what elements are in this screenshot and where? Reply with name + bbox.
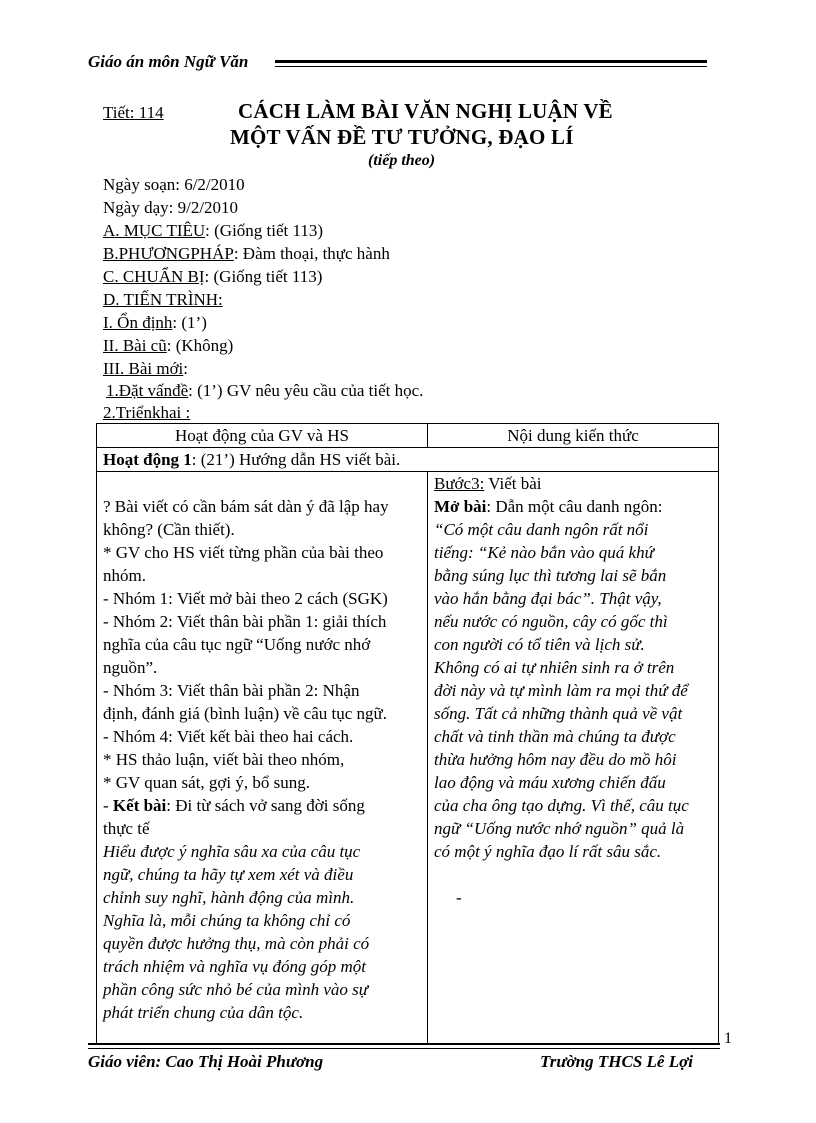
quote-line: đời này và tự mình làm ra mọi thứ để (434, 681, 688, 700)
left-line: định, đánh giá (bình luận) về câu tục ngữ. (103, 704, 387, 723)
deploy-label: 2.Triểnkhai : (103, 403, 191, 422)
quote-line: ngữ “Uống nước nhớ nguồn” quả là (434, 819, 685, 838)
teach-date: Ngày dạy: 9/2/2010 (103, 198, 239, 217)
quote-line: nếu nước có nguồn, cây có gốc thì (434, 612, 668, 631)
left-line: - Nhóm 3: Viết thân bài phần 2: Nhận (103, 681, 360, 700)
quote-line: tiếng: “Kẻ nào bắn vào quá khứ (434, 543, 654, 562)
intro-line (434, 495, 712, 518)
left-line: ? Bài viết có cần bám sát dàn ý đã lập hay (103, 497, 389, 516)
lesson-title-line2: MỘT VẤN ĐỀ TƯ TƯỞNG, ĐẠO LÍ (230, 125, 574, 149)
conclusion-italic-line: chỉnh suy nghĩ, hành động của mình. (103, 888, 355, 907)
page-number: 1 (724, 1030, 732, 1047)
step2-value: : (Không) (166, 336, 234, 355)
intro-label: Mở bài (434, 497, 487, 516)
step2-label: II. Bài cũ (103, 336, 167, 355)
conclusion-line: - Kết bài: Đi từ sách vở sang đời sống (103, 796, 365, 815)
left-line: - Nhóm 2: Viết thân bài phần 1: giải thích (103, 612, 387, 631)
prep-label: C. CHUẨN BỊ (103, 267, 205, 286)
intro-label: 1.Đặt vấnđề (106, 381, 189, 400)
process-label: D. TIẾN TRÌNH: (103, 290, 223, 309)
activity-table (96, 423, 719, 1044)
lesson-number: Tiết: 114 (103, 103, 164, 122)
step3-value: : (183, 359, 189, 378)
step-line (434, 472, 712, 495)
quote-line: lao động và máu xương chiến đấu (434, 773, 666, 792)
intro (106, 381, 423, 401)
method (103, 244, 390, 264)
left-line: nghĩa của câu tục ngữ “Uống nước nhớ (103, 635, 371, 654)
quote-line: sống. Tất cả những thành quả về vật (434, 704, 683, 723)
right-cell (428, 472, 719, 1044)
left-line: không? (Cần thiết). (103, 520, 235, 539)
step-label: Bước3: (434, 474, 485, 493)
col-header-activities: Hoạt động của GV và HS (97, 424, 428, 448)
quote-line: thừa hưởng hôm nay đều do mồ hôi (434, 750, 677, 769)
conclusion-italic-line: Hiểu được ý nghĩa sâu xa của câu tục (103, 842, 361, 861)
step1-label: I. Ổn định (103, 313, 173, 332)
quote-line: có một ý nghĩa đạo lí rất sâu sắc. (434, 842, 662, 861)
activity-row (97, 448, 719, 472)
left-cell (97, 472, 428, 1044)
quote-line: con người có tổ tiên và lịch sử. (434, 635, 645, 654)
left-line: * HS thảo luận, viết bài theo nhóm, (103, 750, 345, 769)
footer-school: Trường THCS Lê Lợi (540, 1052, 693, 1071)
left-line: - Nhóm 4: Viết kết bài theo hai cách. (103, 727, 354, 746)
quote-line: của cha ông tạo dựng. Vì thế, câu tục (434, 796, 689, 815)
conclusion-italic-line: phát triển chung của dân tộc. (103, 1003, 304, 1022)
header-title: Giáo án môn Ngữ Văn (88, 52, 249, 71)
method-value: : Đàm thoại, thực hành (233, 244, 390, 263)
objectives-label: A. MỤC TIÊU (103, 221, 206, 240)
conclusion-label: Kết bài (112, 796, 167, 815)
prep-value: : (Giống tiết 113) (204, 267, 323, 286)
step3-label: III. Bài mới (103, 359, 184, 378)
step1 (103, 313, 207, 333)
method-label: B.PHƯƠNGPHÁP (103, 244, 234, 263)
preparation (103, 267, 322, 287)
objectives (103, 221, 323, 241)
conclusion-value: : Đi từ sách vở sang đời sống (166, 796, 365, 815)
dash: - (456, 888, 462, 907)
lesson-subtitle: (tiếp theo) (368, 152, 436, 169)
step3 (103, 359, 188, 379)
footer-teacher: Giáo viên: Cao Thị Hoài Phương (88, 1052, 324, 1071)
step-value: Viết bài (484, 474, 542, 493)
objectives-value: : (Giống tiết 113) (205, 221, 324, 240)
quote-line: vào hắn bằng đại bác”. Thật vậy, (434, 589, 662, 608)
activity-value: : (21’) Hướng dẫn HS viết bài. (191, 450, 401, 469)
activity-label: Hoạt động 1 (103, 450, 192, 469)
footer-rule (88, 1043, 720, 1049)
conclusion-italic-line: phần công sức nhỏ bé của mình vào sự (103, 980, 369, 999)
quote-line: “Có một câu danh ngôn rất nổi (434, 520, 649, 539)
intro-value: : (1’) GV nêu yêu cầu của tiết học. (188, 381, 424, 400)
step2 (103, 336, 233, 356)
left-line: nhóm. (103, 566, 146, 585)
conclusion-italic-line: ngữ, chúng ta hãy tự xem xét và điều (103, 865, 354, 884)
quote-line: Không có ai tự nhiên sinh ra ở trên (434, 658, 675, 677)
left-line: - Nhóm 1: Viết mở bài theo 2 cách (SGK) (103, 589, 388, 608)
header-rule (275, 60, 707, 67)
conclusion-italic-line: Nghĩa là, mỗi chúng ta không chỉ có (103, 911, 351, 930)
lesson-title-line1: CÁCH LÀM BÀI VĂN NGHỊ LUẬN VỀ (238, 99, 613, 123)
left-line: nguồn”. (103, 658, 158, 677)
quote-line: bằng súng lục thì tương lai sẽ bắn (434, 566, 667, 585)
prep-date: Ngày soạn: 6/2/2010 (103, 175, 245, 194)
left-line: * GV cho HS viết từng phần của bài theo (103, 543, 384, 562)
col-header-content: Nội dung kiến thức (428, 424, 719, 448)
conclusion-italic-line: quyền được hưởng thụ, mà còn phải có (103, 934, 370, 953)
intro-value: : Dẫn một câu danh ngôn: (486, 497, 663, 516)
quote-line: chất và tinh thần mà chúng ta được (434, 727, 676, 746)
left-line: * GV quan sát, gợi ý, bổ sung. (103, 773, 311, 792)
conclusion-italic-line: trách nhiệm và nghĩa vụ đóng góp một (103, 957, 366, 976)
conclusion-line2: thực tế (103, 819, 150, 838)
step1-value: : (1’) (172, 313, 207, 332)
left-lines (103, 495, 421, 1024)
